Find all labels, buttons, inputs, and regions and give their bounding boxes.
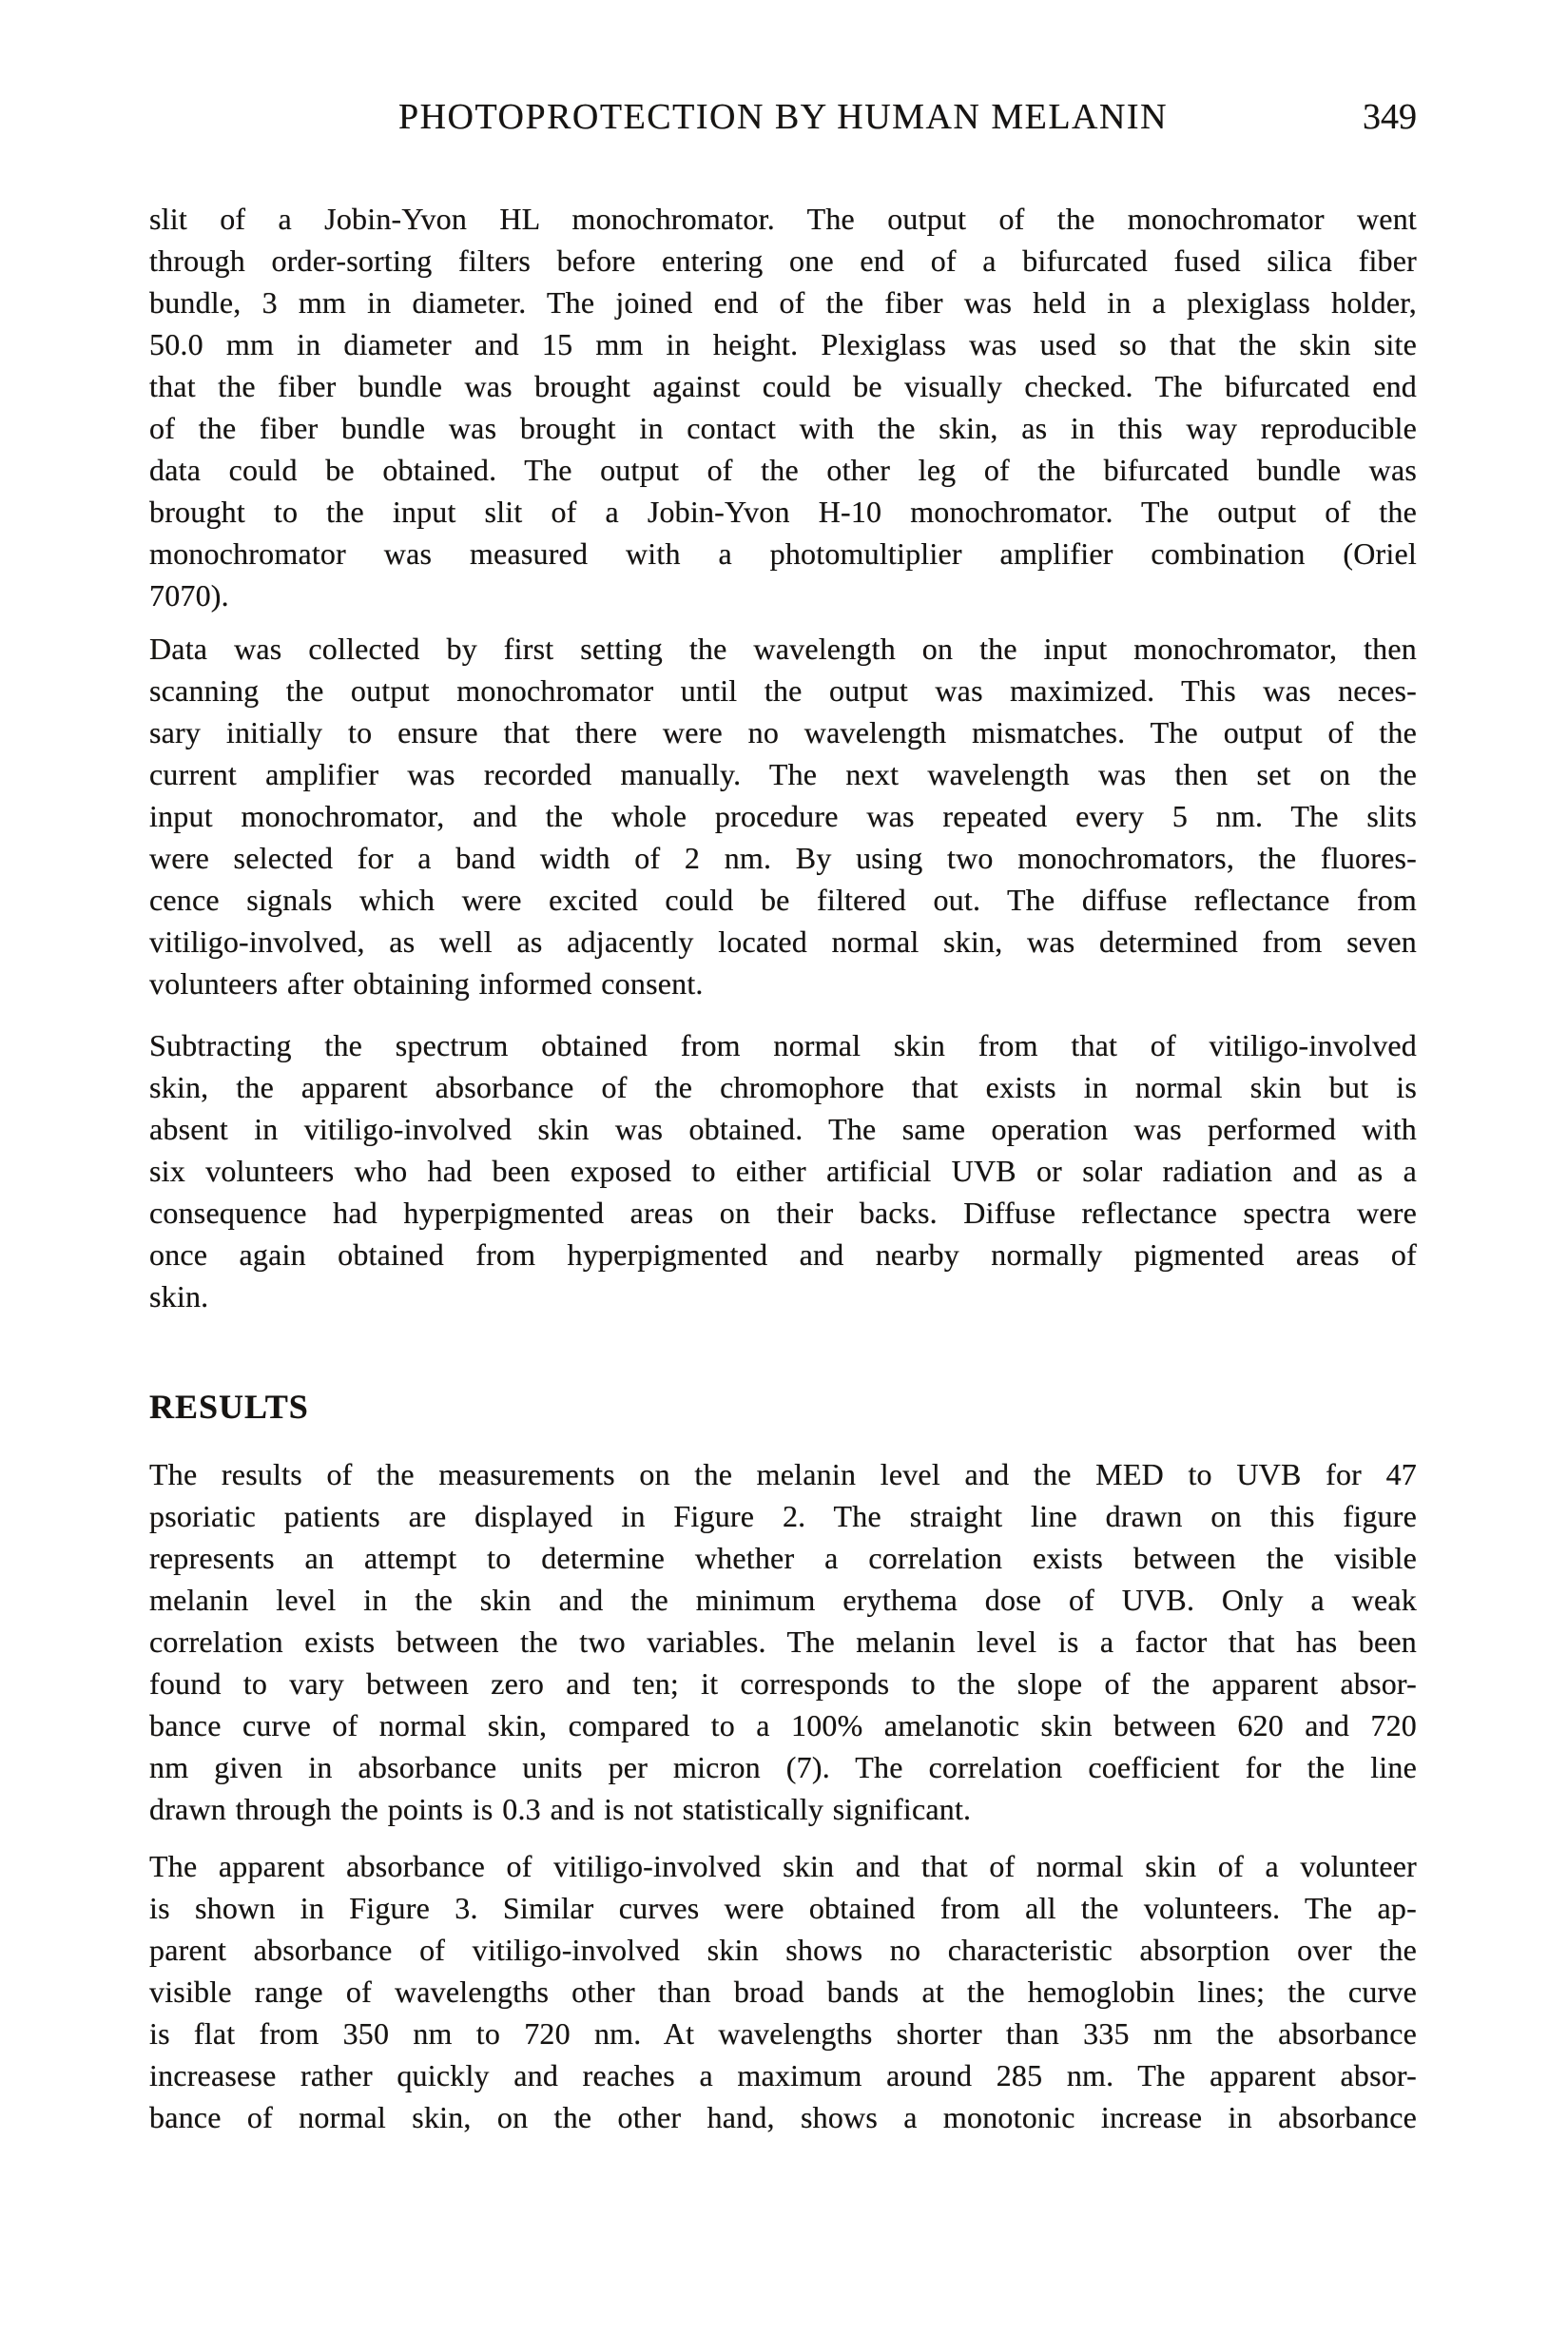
running-head-title: PHOTOPROTECTION BY HUMAN MELANIN [397, 97, 1169, 137]
text-line: brought to the input slit of a Jobin-Yvon H-10 monochromator. The output of the [149, 495, 1417, 529]
paragraph-methods-2 [149, 628, 1417, 1004]
text-column [149, 0, 1417, 2335]
text-line: skin. [149, 1279, 209, 1313]
text-line: data could be obtained. The output of the other leg of the bifurcated bundle was [149, 453, 1417, 487]
text-line: bundle, 3 mm in diameter. The joined end of the fiber was held in a plexiglass holder, [149, 285, 1417, 320]
text-line: 50.0 mm in diameter and 15 mm in height. Plexiglass was used so that the skin site [149, 327, 1417, 361]
text-line: bance curve of normal skin, compared to a 100% amelanotic skin between 620 and 720 [149, 1708, 1417, 1742]
text-line: scanning the output monochromator until the output was maximized. This was neces- [149, 673, 1417, 708]
paragraph-results-2 [149, 1845, 1417, 2138]
page-number: 349 [1363, 97, 1417, 137]
text-line: is flat from 350 nm to 720 nm. At wavelengths shorter than 335 nm the absorbance [149, 2016, 1417, 2051]
text-line: slit of a Jobin-Yvon HL monochromator. The output of the monochromator went [149, 202, 1417, 236]
text-line: visible range of wavelengths other than broad bands at the hemoglobin lines; the curve [149, 1975, 1417, 2009]
text-line: is shown in Figure 3. Similar curves were obtained from all the volunteers. The ap- [149, 1891, 1417, 1925]
text-line: psoriatic patients are displayed in Figure 2. The straight line drawn on this figure [149, 1499, 1417, 1533]
paragraph-results-1 [149, 1453, 1417, 1830]
text-line: current amplifier was recorded manually. The next wavelength was then set on the [149, 757, 1417, 791]
text-line: sary initially to ensure that there were no wavelength mismatches. The output of the [149, 715, 1417, 749]
text-line: volunteers after obtaining informed consent. [149, 966, 704, 1001]
text-line: increasese rather quickly and reaches a maximum around 285 nm. The apparent absor- [149, 2058, 1417, 2092]
text-line: once again obtained from hyperpigmented and nearby normally pigmented areas of [149, 1237, 1417, 1272]
text-line: 7070). [149, 578, 229, 613]
text-line: vitiligo-involved, as well as adjacently located normal skin, was determined from seven [149, 924, 1417, 959]
paragraph-methods-1 [149, 198, 1417, 616]
text-line: skin, the apparent absorbance of the chromophore that exists in normal skin but is [149, 1070, 1417, 1104]
text-line: nm given in absorbance units per micron (7). The correlation coefficient for the line [149, 1750, 1417, 1784]
text-line: drawn through the points is 0.3 and is not statistically significant. [149, 1792, 972, 1826]
text-line: found to vary between zero and ten; it corresponds to the slope of the apparent absor- [149, 1666, 1417, 1701]
text-line: The results of the measurements on the melanin level and the MED to UVB for 47 [149, 1457, 1417, 1491]
paragraph-methods-3 [149, 1024, 1417, 1317]
text-line: bance of normal skin, on the other hand, shows a monotonic increase in absorbance [149, 2100, 1417, 2134]
text-line: Data was collected by first setting the wavelength on the input monochromator, then [149, 632, 1417, 666]
text-line: Subtracting the spectrum obtained from normal skin from that of vitiligo-involved [149, 1028, 1417, 1062]
text-line: that the fiber bundle was brought against could be visually checked. The bifurcated end [149, 369, 1417, 403]
text-line: six volunteers who had been exposed to either artificial UVB or solar radiation and as a [149, 1154, 1417, 1188]
section-heading-results: RESULTS [149, 1388, 309, 1426]
text-line: monochromator was measured with a photomultiplier amplifier combination (Oriel [149, 536, 1417, 571]
text-line: cence signals which were excited could be filtered out. The diffuse reflectance from [149, 883, 1417, 917]
text-line: of the fiber bundle was brought in contact with the skin, as in this way reproducible [149, 411, 1417, 445]
text-line: melanin level in the skin and the minimum erythema dose of UVB. Only a weak [149, 1583, 1417, 1617]
text-line: input monochromator, and the whole procedure was repeated every 5 nm. The slits [149, 799, 1417, 833]
text-line: parent absorbance of vitiligo-involved skin shows no characteristic absorption over the [149, 1933, 1417, 1967]
text-line: through order-sorting filters before entering one end of a bifurcated fused silica fiber [149, 243, 1417, 278]
text-line: were selected for a band width of 2 nm. By using two monochromators, the fluores- [149, 841, 1417, 875]
text-line: correlation exists between the two variables. The melanin level is a factor that has been [149, 1625, 1417, 1659]
text-line: consequence had hyperpigmented areas on their backs. Diffuse reflectance spectra were [149, 1196, 1417, 1230]
text-line: represents an attempt to determine whether a correlation exists between the visible [149, 1541, 1417, 1575]
text-line: absent in vitiligo-involved skin was obtained. The same operation was performed with [149, 1112, 1417, 1146]
text-line: The apparent absorbance of vitiligo-involved skin and that of normal skin of a volunteer [149, 1849, 1417, 1883]
